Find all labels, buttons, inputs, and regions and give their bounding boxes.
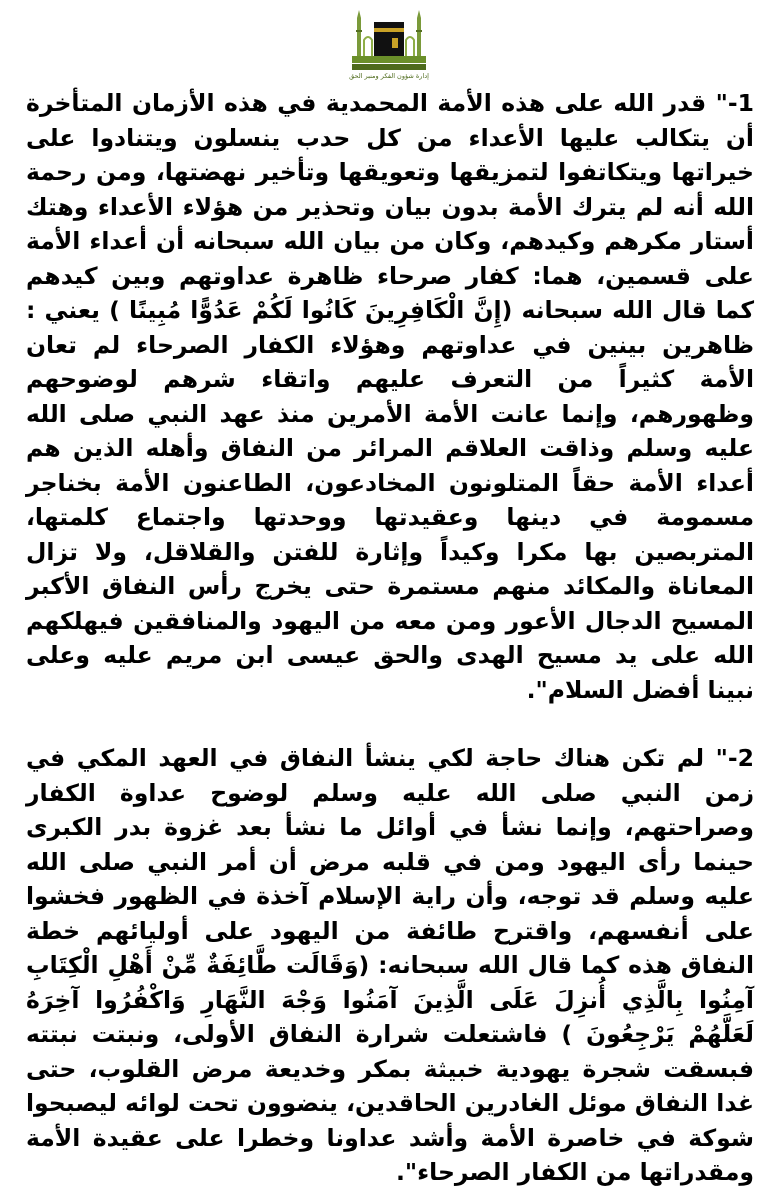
kaaba-emblem-icon [348, 4, 430, 80]
logo [348, 4, 430, 80]
paragraph-1: 1-" قدر الله على هذه الأمة المحمدية في هذه الأزمان المتأخرة أن يتكالب عليها الأعداء من كل حدب ينسلون ويتنادوا على خيراتها ويتكاتفوا لتمزيقها وتعويقها وتأخير نهضتها، ومن رحمة الله أنه لم يترك الأمة بدون بيان وتحذير من هؤلاء الأعداء وهتك أستار مكرهم وكيدهم، وكان من بيان الله سبحانه أن أعداء الأمة على قسمين، هما: كفار صرحاء ظاهرة عداوتهم وبين كيدهم كما قال الله سبحانه (إِنَّ الْكَافِرِينَ كَانُوا لَكُمْ عَدُوًّا مُبِينًا ) يعني : ظاهرين بينين في عداوتهم وهؤلاء الكفار الصرحاء لم تعان الأمة كثيراً من التعرف عليهم واتقاء شرهم لوضوحهم وظهورهم، وإنما عانت الأمة الأمرين منذ عهد النبي صلى الله عليه وسلم وذاقت العلاقم المرائر من النفاق وأهله الذين هم أعداء الأمة حقاً المتلونون المخادعون، الطاعنون الأمة بخناجر مسمومة في دينها وعقيدتها ووحدتها واجتماع كلمتها، المتربصين بها مكرا وكيداً وإثارة للفتن والقلاقل، ولا تزال المعاناة والمكائد منهم مستمرة حتى يخرج رأس النفاق الأكبر المسيح الدجال الأعور ومن معه من اليهود والمنافقين فيهلكهم الله على يد مسيح الهدى والحق عيسى ابن مريم عليه وعلى نبينا أفضل السلام". [26, 89, 754, 704]
article-body [26, 86, 754, 1190]
logo-caption: إدارة شؤون الفكر ومنبر الحق [349, 72, 429, 80]
paragraph-2: 2-" لم تكن هناك حاجة لكي ينشأ النفاق في العهد المكي في زمن النبي صلى الله عليه وسلم لوضوح عداوة الكفار وصراحتهم، وإنما نشأ في أوائل ما نشأ بعد غزوة بدر الكبرى حينما رأى اليهود ومن في قلبه مرض أن أمر النبي صلى الله عليه وسلم قد توجه، وأن راية الإسلام آخذة في الظهور فخشوا على أنفسهم، واقترح طائفة من اليهود على أوليائهم خطة النفاق هذه كما قال الله سبحانه: (وَقَالَت طَّائِفَةٌ مِّنْ أَهْلِ الْكِتَابِ آمِنُوا بِالَّذِي أُنزِلَ عَلَى الَّذِينَ آمَنُوا وَجْهَ النَّهَارِ وَاكْفُرُوا آخِرَهُ لَعَلَّهُمْ يَرْجِعُونَ ) فاشتعلت شرارة النفاق الأولى، ونبتت نبتته فبسقت شجرة يهودية خبيثة بمكر وخديعة مرض القلوب، حتى غدا النفاق موئل الغادرين الحاقدين، ينضوون تحت لوائه ليصبحوا شوكة في خاصرة الأمة وأشد عداونا وخطرا على عقيدة الأمة ومقدراتها من الكفار الصرحاء". [26, 744, 754, 1186]
